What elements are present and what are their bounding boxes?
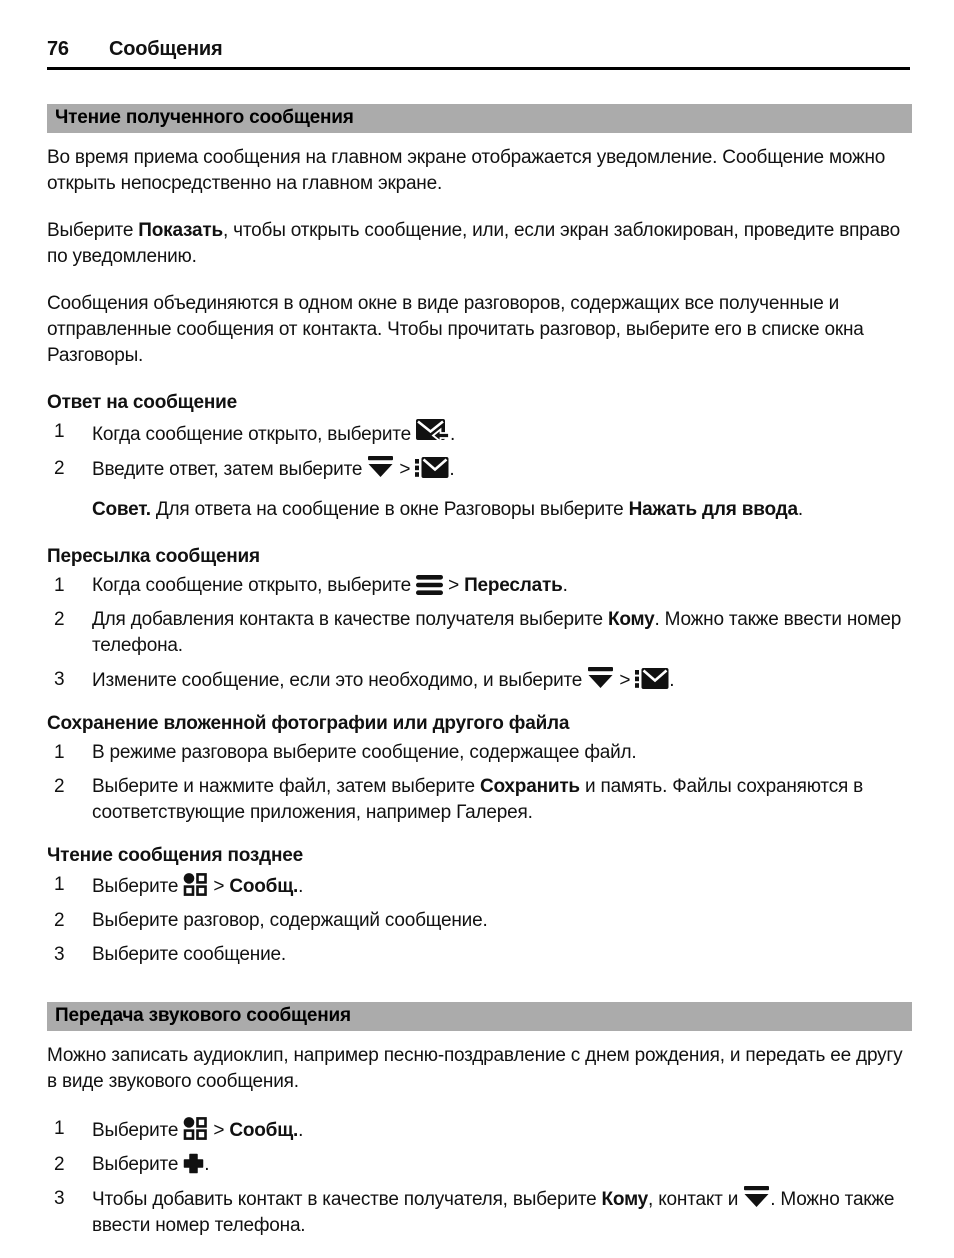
list-item bbox=[47, 456, 910, 483]
subsection-heading: Сохранение вложенной фотографии или другого файла bbox=[47, 713, 570, 734]
text-run: и память. Файлы сохраняются в соответствующие приложения, например Галерея. bbox=[92, 776, 864, 823]
list-item bbox=[47, 908, 910, 934]
subsection-heading: Пересылка сообщения bbox=[47, 546, 260, 567]
tip-paragraph bbox=[92, 497, 910, 523]
text-run: Выберите сообщение. bbox=[92, 944, 286, 965]
text-run: . Можно также ввести номер телефона. bbox=[92, 609, 902, 656]
step-list bbox=[47, 573, 910, 694]
list-item-number: 2 bbox=[54, 910, 65, 931]
list-item bbox=[47, 740, 910, 766]
text-run: . bbox=[204, 1154, 210, 1175]
section-heading-bar: Передача звукового сообщения bbox=[47, 1002, 912, 1031]
text-run: . bbox=[562, 575, 568, 596]
paragraph bbox=[47, 1043, 910, 1095]
text-run: Введите ответ, затем выберите bbox=[92, 459, 368, 480]
subsection-heading: Чтение сообщения позднее bbox=[47, 845, 304, 866]
text-run: > bbox=[208, 876, 230, 897]
hide-keyboard-icon bbox=[587, 667, 614, 689]
list-item bbox=[47, 1186, 910, 1239]
text-run: . bbox=[669, 670, 675, 691]
text-run: Можно записать аудиоклип, например песню-поздравление с днем рождения, и передать ее другу в виде звукового сообщения. bbox=[47, 1045, 903, 1092]
list-item-number: 2 bbox=[54, 776, 65, 797]
text-run: Чтобы добавить контакт в качестве получателя, выберите bbox=[92, 1189, 602, 1210]
list-item bbox=[47, 1152, 910, 1178]
emphasized-term: Сообщ. bbox=[229, 1120, 299, 1141]
page-header bbox=[47, 38, 910, 70]
list-item-number: 3 bbox=[54, 669, 65, 690]
emphasized-term: Показать bbox=[138, 220, 223, 241]
text-run: Выберите и нажмите файл, затем выберите bbox=[92, 776, 480, 797]
text-run: Измените сообщение, если это необходимо, и выберите bbox=[92, 670, 588, 691]
text-run: . bbox=[450, 424, 456, 445]
paragraph bbox=[47, 218, 910, 270]
paragraph bbox=[47, 291, 910, 369]
list-item bbox=[47, 667, 910, 694]
text-run: > bbox=[208, 1120, 230, 1141]
text-run: Выберите bbox=[47, 220, 139, 241]
text-run: Выберите bbox=[92, 1120, 184, 1141]
send-message-icon bbox=[415, 456, 449, 479]
list-item-number: 1 bbox=[54, 1118, 65, 1139]
apps-grid-icon bbox=[183, 872, 208, 897]
list-item bbox=[47, 1116, 910, 1144]
emphasized-term: Кому bbox=[607, 609, 655, 630]
page-number: 76 bbox=[47, 38, 69, 60]
hide-keyboard-icon bbox=[743, 1186, 770, 1208]
list-item bbox=[47, 573, 910, 599]
emphasized-term: Совет. bbox=[92, 499, 151, 520]
list-item-number: 3 bbox=[54, 1188, 65, 1209]
emphasized-term: Переслать bbox=[464, 575, 563, 596]
text-run: В режиме разговора выберите сообщение, содержащее файл. bbox=[92, 742, 637, 763]
list-item-number: 2 bbox=[54, 1154, 65, 1175]
text-run: Сообщения объединяются в одном окне в виде разговоров, содержащих все полученные и отправленные сообщения от контакта. Чтобы прочитать разговор, выберите его в списке окна Разговоры. bbox=[47, 293, 864, 366]
paragraph bbox=[47, 145, 910, 197]
document-body bbox=[47, 104, 910, 1239]
text-run: Для ответа на сообщение в окне Разговоры выберите bbox=[150, 499, 629, 520]
list-item bbox=[47, 872, 910, 900]
list-item-number: 1 bbox=[54, 742, 65, 763]
list-item-number: 3 bbox=[54, 944, 65, 965]
text-run: Когда сообщение открыто, выберите bbox=[92, 424, 417, 445]
list-item-number: 2 bbox=[54, 458, 65, 479]
emphasized-term: Нажать для ввода bbox=[628, 499, 798, 520]
text-run: > bbox=[394, 459, 416, 480]
reply-message-icon bbox=[416, 419, 450, 444]
section-heading-bar: Чтение полученного сообщения bbox=[47, 104, 912, 133]
text-run: . Можно также ввести номер телефона. bbox=[92, 1189, 895, 1236]
text-run: Во время приема сообщения на главном экране отображается уведомление. Сообщение можно открыть непосредственно на главном экране. bbox=[47, 147, 886, 194]
emphasized-term: Сообщ. bbox=[229, 876, 299, 897]
text-run: Выберите bbox=[92, 1154, 184, 1175]
list-item-number: 2 bbox=[54, 609, 65, 630]
text-run: Выберите bbox=[92, 876, 184, 897]
step-list bbox=[47, 872, 910, 968]
text-run: . bbox=[449, 459, 455, 480]
subsection-heading: Ответ на сообщение bbox=[47, 392, 237, 413]
list-item bbox=[47, 942, 910, 968]
emphasized-term: Кому bbox=[601, 1189, 649, 1210]
menu-icon bbox=[416, 575, 443, 595]
list-item bbox=[47, 607, 910, 659]
text-run: Для добавления контакта в качестве получателя выберите bbox=[92, 609, 608, 630]
hide-keyboard-icon bbox=[367, 456, 394, 478]
list-item bbox=[47, 419, 910, 448]
list-item-number: 1 bbox=[54, 421, 65, 442]
emphasized-term: Сохранить bbox=[479, 776, 580, 797]
send-message-icon bbox=[635, 667, 669, 690]
step-list bbox=[47, 419, 910, 483]
text-run: . bbox=[298, 876, 304, 897]
text-run: . bbox=[298, 1120, 304, 1141]
text-run: . bbox=[797, 499, 803, 520]
text-run: , чтобы открыть сообщение, или, если экран заблокирован, проведите вправо по уведомлению. bbox=[47, 220, 900, 267]
plus-icon bbox=[183, 1153, 204, 1174]
text-run: Выберите разговор, содержащий сообщение. bbox=[92, 910, 488, 931]
chapter-title: Сообщения bbox=[109, 38, 223, 60]
text-run: > bbox=[614, 670, 636, 691]
list-item bbox=[47, 774, 910, 826]
step-list bbox=[47, 740, 910, 826]
list-item-number: 1 bbox=[54, 575, 65, 596]
step-list bbox=[47, 1116, 910, 1239]
list-item-number: 1 bbox=[54, 874, 65, 895]
text-run: > bbox=[443, 575, 465, 596]
text-run: , контакт и bbox=[648, 1189, 744, 1210]
apps-grid-icon bbox=[183, 1116, 208, 1141]
text-run: Когда сообщение открыто, выберите bbox=[92, 575, 417, 596]
